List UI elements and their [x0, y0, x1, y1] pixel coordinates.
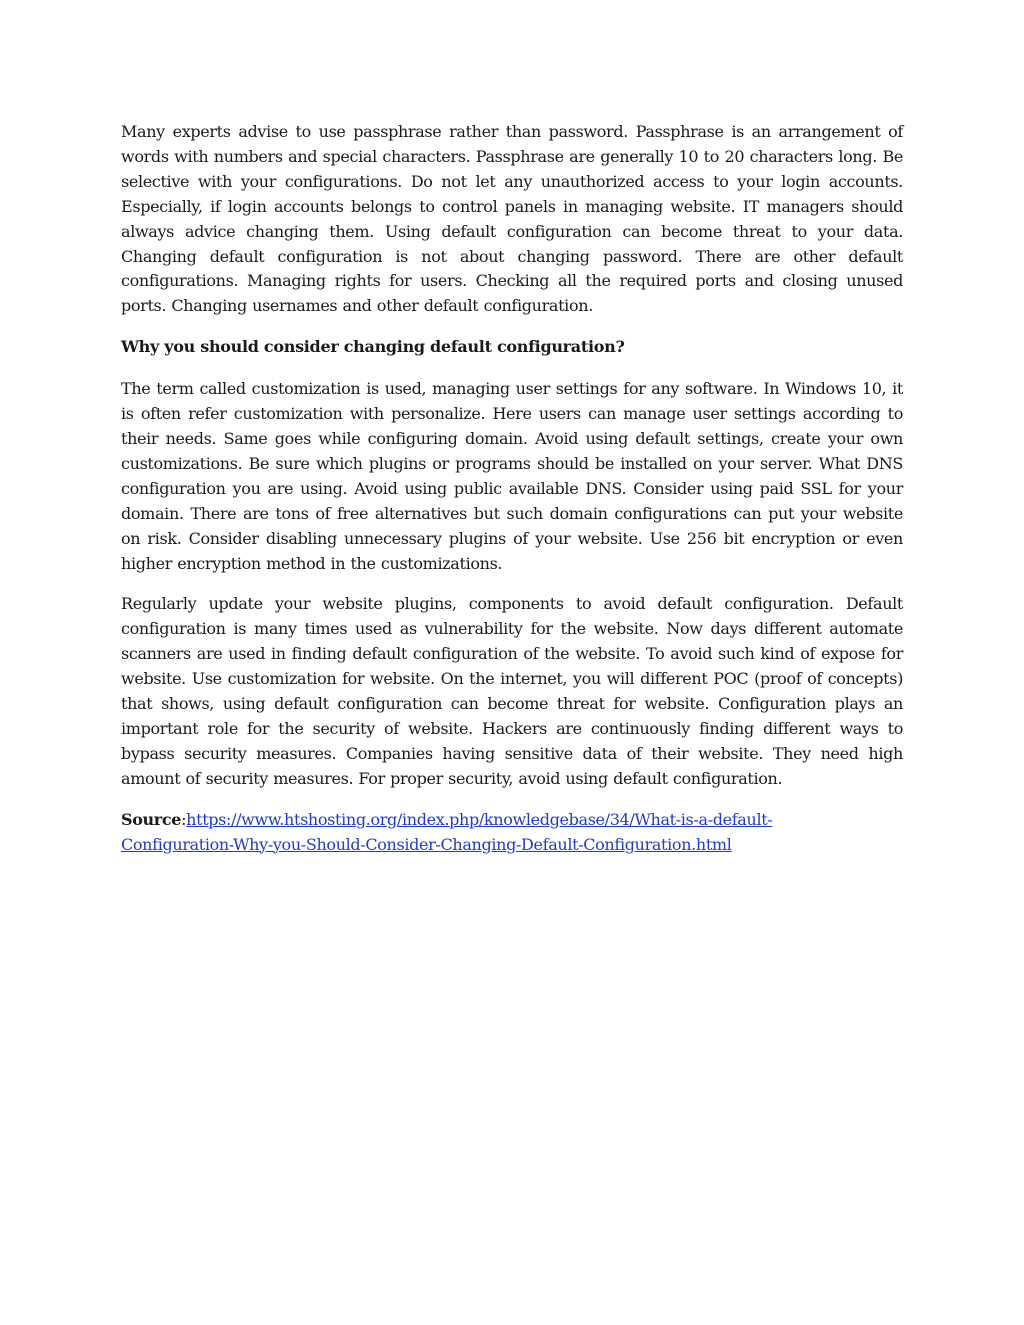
source-label: Source: [121, 809, 182, 829]
section-heading: Why you should consider changing default configuration?: [121, 337, 625, 357]
document-page: [121, 120, 903, 857]
source-link-line2[interactable]: Configuration-Why-you-Should-Consider-Changing-Default-Configuration.html: [121, 834, 732, 854]
source-link-line1[interactable]: https://www.htshosting.org/index.php/knowledgebase/34/What-is-a-default-: [186, 809, 773, 829]
source-separator: :: [181, 809, 187, 829]
paragraph-regular-updates: Regularly update your website plugins, components to avoid default configuration. Default configuration is many times used as vulnerability for the website. Now days different automate scanners are used in finding default configuration of the website. To avoid such kind of expose for website. Use customization for website. On the internet, you will different POC (proof of concepts) that shows, using default configuration can become threat for website. Configuration plays an important role for the security of website. Hackers are continuously finding different ways to bypass security measures. Companies having sensitive data of their website. They need high amount of security measures. For proper security, avoid using default configuration.: [121, 594, 903, 788]
source-citation: [121, 808, 903, 858]
source-link[interactable]: [121, 810, 772, 854]
paragraph-passphrase: Many experts advise to use passphrase rather than password. Passphrase is an arrangement of words with numbers and special characters. Passphrase are generally 10 to 20 characters long. Be selective with your configurations. Do not let any unauthorized access to your login accounts. Especially, if login accounts belongs to control panels in managing website. IT managers should always advice changing them. Using default configuration can become threat to your data. Changing default configuration is not about changing password. There are other default configurations. Managing rights for users. Checking all the required ports and closing unused ports. Changing usernames and other default configuration.: [121, 122, 903, 316]
paragraph-customization: The term called customization is used, managing user settings for any software. In Windows 10, it is often refer customization with personalize. Here users can manage user settings according to their needs. Same goes while configuring domain. Avoid using default settings, create your own customizations. Be sure which plugins or programs should be installed on your server. What DNS configuration you are using. Avoid using public available DNS. Consider using paid SSL for your domain. There are tons of free alternatives but such domain configurations can put your website on risk. Consider disabling unnecessary plugins of your website. Use 256 bit encryption or even higher encryption method in the customizations.: [121, 379, 903, 573]
